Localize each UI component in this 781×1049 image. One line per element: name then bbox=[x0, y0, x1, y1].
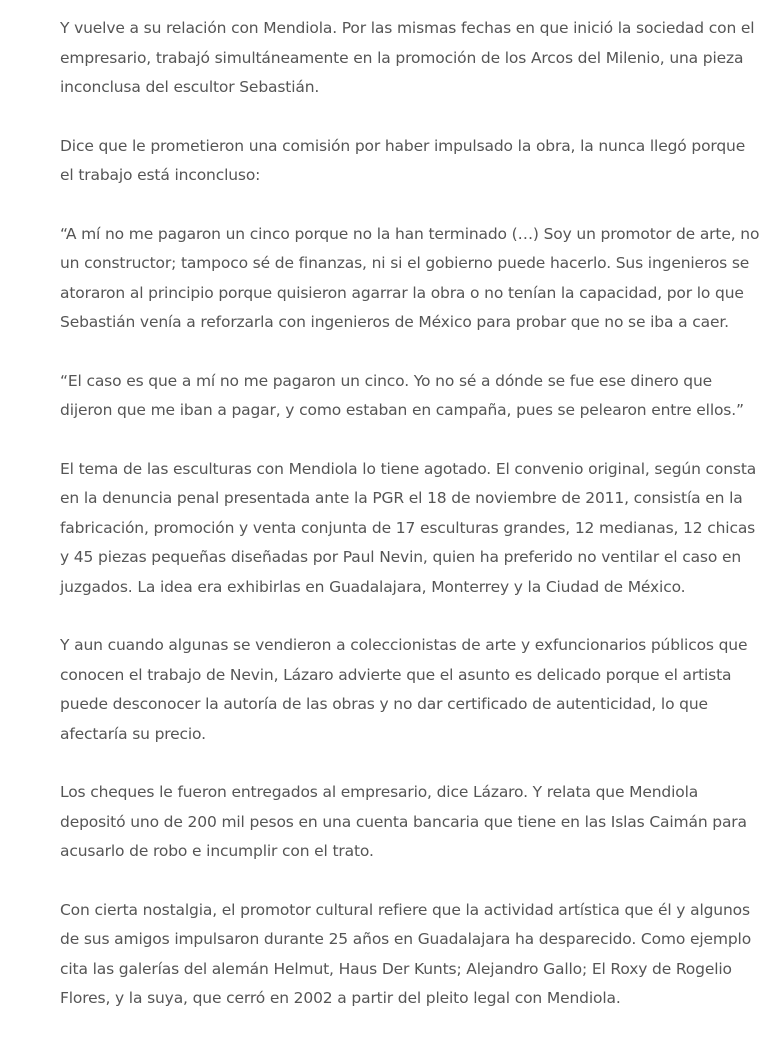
article-body bbox=[60, 14, 762, 1043]
article-paragraph: Los cheques le fueron entregados al empresario, dice Lázaro. Y relata que Mendiola depositó uno de 200 mil pesos en una cuenta bancaria que tiene en las Islas Caimán para acusarlo de robo e incumplir con el trato. bbox=[60, 783, 747, 860]
article-paragraph: Y aun cuando algunas se vendieron a coleccionistas de arte y exfuncionarios públicos que conocen el trabajo de Nevin, Lázaro advierte que el asunto es delicado porque el artista puede desconocer la autoría de las obras y no dar certificado de autenticidad, lo que afectaría su precio. bbox=[60, 636, 748, 743]
article-paragraph: Y vuelve a su relación con Mendiola. Por las mismas fechas en que inició la sociedad con el empresario, trabajó simultáneamente en la promoción de los Arcos del Milenio, una pieza inconclusa del escultor Sebastián. bbox=[60, 19, 755, 96]
article-paragraph: Con cierta nostalgia, el promotor cultural refiere que la actividad artística que él y algunos de sus amigos impulsaron durante 25 años en Guadalajara ha desparecido. Como ejemplo cita las galerías del alemán Helmut, Haus Der Kunts; Alejandro Gallo; El Roxy de Rogelio Flores, y la suya, que cerró en 2002 a partir del pleito legal con Mendiola. bbox=[60, 900, 752, 1007]
article-quote-paragraph: “A mí no me pagaron un cinco porque no la han terminado (…) Soy un promotor de arte, no un constructor; tampoco sé de finanzas, ni si el gobierno puede hacerlo. Sus ingenieros se atoraron al principio porque quisieron agarrar la obra o no tenían la capacidad, por lo que Sebastián venía a reforzarla con ingenieros de México para probar que no se iba a caer. bbox=[60, 224, 760, 331]
article-paragraph: Dice que le prometieron una comisión por haber impulsado la obra, la nunca llegó porque el trabajo está inconcluso: bbox=[60, 136, 746, 184]
article-quote-paragraph: “El caso es que a mí no me pagaron un cinco. Yo no sé a dónde se fue ese dinero que dijeron que me iban a pagar, y como estaban en campaña, pues se pelearon entre ellos.” bbox=[60, 371, 744, 419]
article-paragraph: El tema de las esculturas con Mendiola lo tiene agotado. El convenio original, según consta en la denuncia penal presentada ante la PGR el 18 de noviembre de 2011, consistía en la fabricación, promoción y venta conjunta de 17 esculturas grandes, 12 medianas, 12 chicas y 45 piezas pequeñas diseñadas por Paul Nevin, quien ha preferido no ventilar el caso en juzgados. La idea era exhibirlas en Guadalajara, Monterrey y la Ciudad de México. bbox=[60, 459, 757, 596]
